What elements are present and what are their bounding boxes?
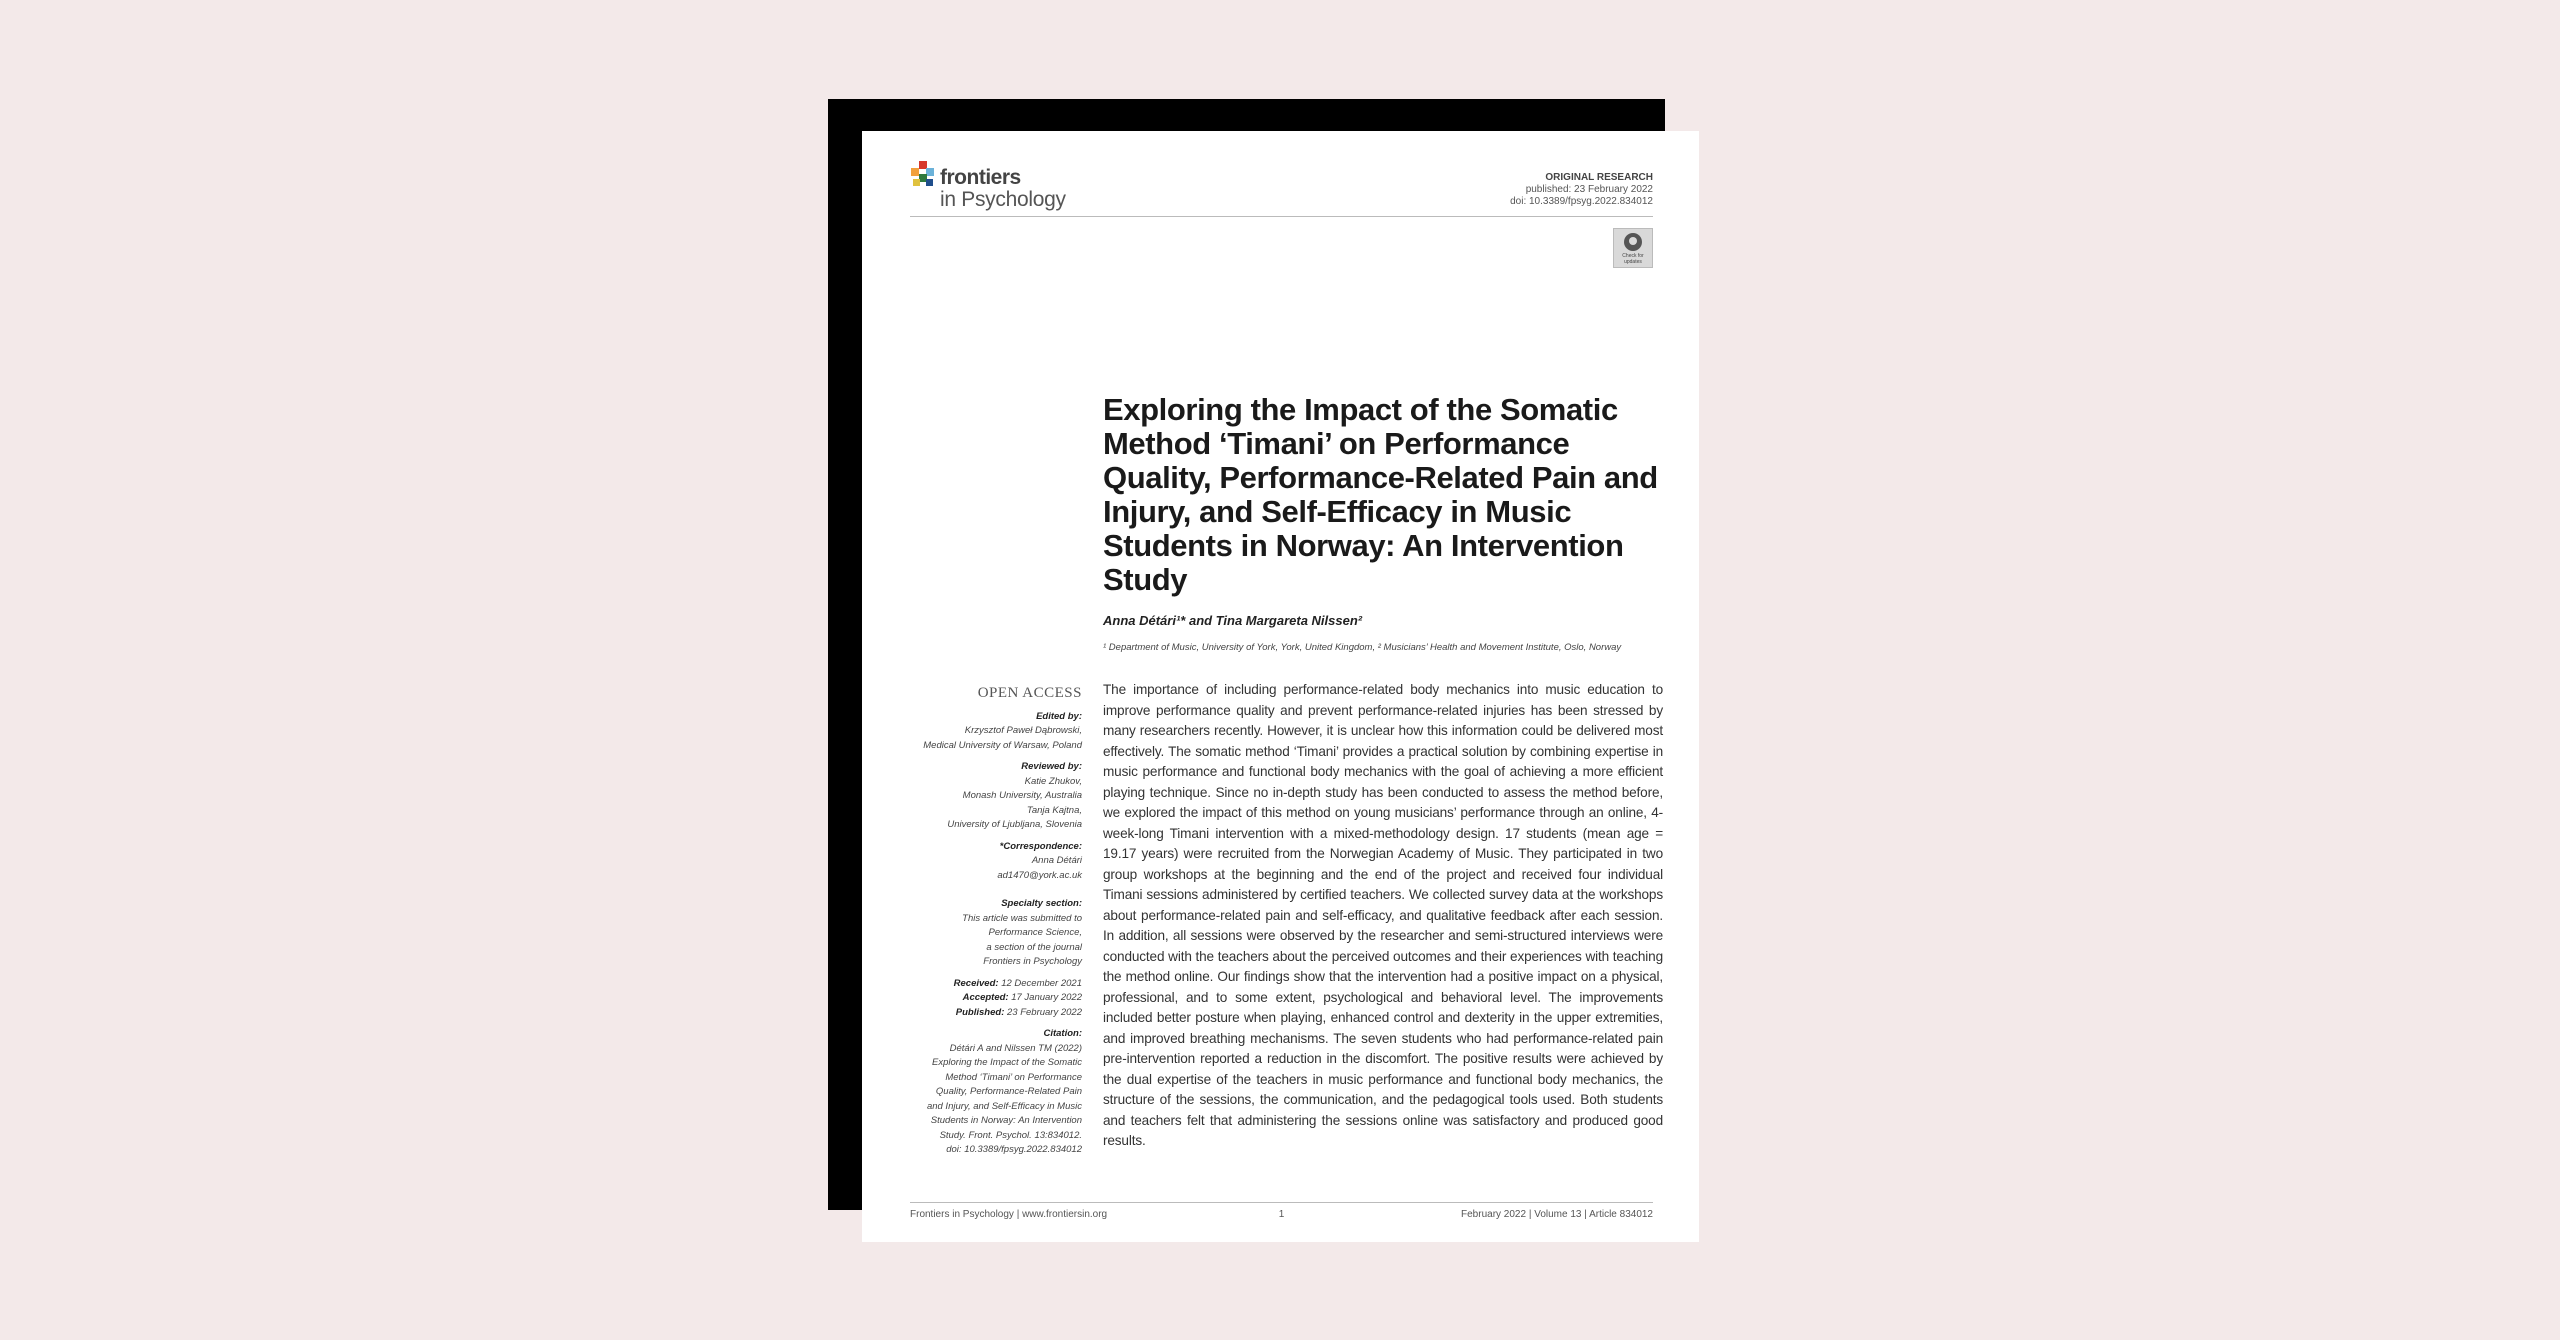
footer-journal-link[interactable]: Frontiers in Psychology | www.frontiersin.org: [910, 1209, 1108, 1220]
correspondence-name: Anna Détári: [1031, 855, 1082, 866]
article-type: ORIGINAL RESEARCH: [1545, 172, 1653, 183]
article-sidebar: [882, 686, 1082, 1158]
reviewer-affiliation: Monash University, Australia: [962, 790, 1082, 801]
header-divider: [910, 216, 1653, 217]
published-date: published: 23 February 2022: [1525, 184, 1653, 195]
logo-word-frontiers: frontiers: [940, 166, 1021, 189]
citation-doi[interactable]: doi: 10.3389/fpsyg.2022.834012: [946, 1144, 1082, 1155]
received-date: 12 December 2021: [1001, 977, 1082, 989]
article-abstract: The importance of including performance-related body mechanics into music education to improve performance quality and prevent performance-related injuries has been stressed by many researchers recently. However, it is unclear how this information could be delivered most effectively. The somatic method ‘Timani’ provides a practical solution by combining expertise in music performance and functional body mechanics with the goal of achieving a more efficient playing technique. Since no in-depth study has been conducted to assess the method before, we explored the impact of this method on young musicians’ performance through an online, 4-week-long Timani intervention with a mixed-methodology design. 17 students (mean age = 19.17 years) were recruited from the Norwegian Academy of Music. They participated in two group workshops at the beginning and the end of the project and received four individual Timani sessions administered by certified teachers. We collected survey data at the workshops about performance-related pain and self-efficacy, and qualitative feedback after each session. In addition, all sessions were observed by the researcher and semi-structured interviews were conducted with the teachers about the perceived outcomes and their experiences with teaching the method online. Our findings show that the intervention had a positive impact on a physical, professional, and to some extent, psychological and behavioral level. The improvements included better posture when playing, enhanced control and dexterity in the upper extremities, and improved breathing mechanisms. The seven students who had performance-related pain pre-intervention reported a reduction in the discomfort. The positive results were achieved by the dual expertise of the teachers in music performance and functional body mechanics, the structure of the sessions, the communication, and the pedagogical tools used. Both students and teachers felt that administering the sessions online was satisfactory and produced good results.: [1103, 682, 1663, 1148]
footer-divider: [910, 1202, 1653, 1203]
citation-line: and Injury, and Self-Efficacy in Music: [926, 1100, 1082, 1112]
accepted-date-line: [882, 991, 1082, 1006]
page-number: 1: [1278, 1209, 1285, 1220]
check-updates-label: Check for updates: [1622, 253, 1644, 265]
specialty-line: Performance Science,: [988, 927, 1082, 938]
journal-logo[interactable]: [910, 161, 1080, 213]
citation-line: Détári A and Nilssen TM (2022): [949, 1042, 1082, 1054]
article-header-meta: [1510, 172, 1653, 208]
accepted-label: Accepted:: [962, 992, 1009, 1003]
correspondence-label: *Correspondence:: [999, 840, 1082, 852]
reviewer-affiliation: University of Ljubljana, Slovenia: [947, 819, 1082, 830]
logo-word-journal: in Psychology: [940, 188, 1066, 211]
editor-name: Krzysztof Paweł Dąbrowski,: [964, 725, 1082, 736]
article-title: Exploring the Impact of the Somatic Method ‘Timani’ on Performance Quality, Performance-Related Pain and Injury, and Self-Efficacy in Music Students in Norway: An Intervention Study: [1103, 392, 1658, 597]
citation-line: Exploring the Impact of the Somatic: [932, 1057, 1082, 1068]
reviewer-name: Tanja Kajtna,: [1026, 804, 1082, 816]
editor-affiliation: Medical University of Warsaw, Poland: [923, 739, 1082, 751]
article-doi[interactable]: doi: 10.3389/fpsyg.2022.834012: [1510, 196, 1653, 207]
specialty-section-label: Specialty section:: [1001, 898, 1082, 909]
citation-line: Quality, Performance-Related Pain: [935, 1086, 1082, 1097]
frontiers-logo-icon: [910, 161, 936, 191]
published-label: Published:: [955, 1006, 1005, 1018]
citation-line: Students in Norway: An Intervention: [930, 1115, 1082, 1126]
accepted-date: 17 January 2022: [1011, 992, 1082, 1003]
footer-volume-info: February 2022 | Volume 13 | Article 834012: [1461, 1209, 1653, 1220]
published-date-line: [882, 1006, 1082, 1021]
reviewed-by-label: Reviewed by:: [1021, 761, 1082, 772]
received-label: Received:: [953, 977, 999, 989]
check-for-updates-badge[interactable]: [1613, 228, 1653, 268]
specialty-line: Frontiers in Psychology: [983, 956, 1082, 967]
citation-line: Study. Front. Psychol. 13:834012.: [939, 1129, 1082, 1141]
specialty-line: a section of the journal: [986, 941, 1082, 953]
specialty-line: This article was submitted to: [962, 912, 1082, 924]
edited-by-label: Edited by:: [1036, 710, 1082, 722]
check-updates-icon: [1624, 233, 1642, 251]
citation-label: Citation:: [1043, 1028, 1082, 1039]
article-authors: Anna Détári¹* and Tina Margareta Nilssen²: [1103, 613, 1363, 628]
correspondence-email[interactable]: ad1470@york.ac.uk: [997, 869, 1082, 881]
published-date-value: 23 February 2022: [1007, 1006, 1082, 1018]
received-date-line: [882, 977, 1082, 992]
reviewer-name: Katie Zhukov,: [1024, 775, 1082, 787]
author-affiliations: ¹ Department of Music, University of York, York, United Kingdom, ² Musicians’ Health and Movement Institute, Oslo, Norway: [1103, 642, 1622, 653]
open-access-label: OPEN ACCESS: [977, 685, 1082, 701]
citation-line: Method ‘Timani’ on Performance: [945, 1071, 1082, 1083]
document-page: [862, 131, 1699, 1242]
